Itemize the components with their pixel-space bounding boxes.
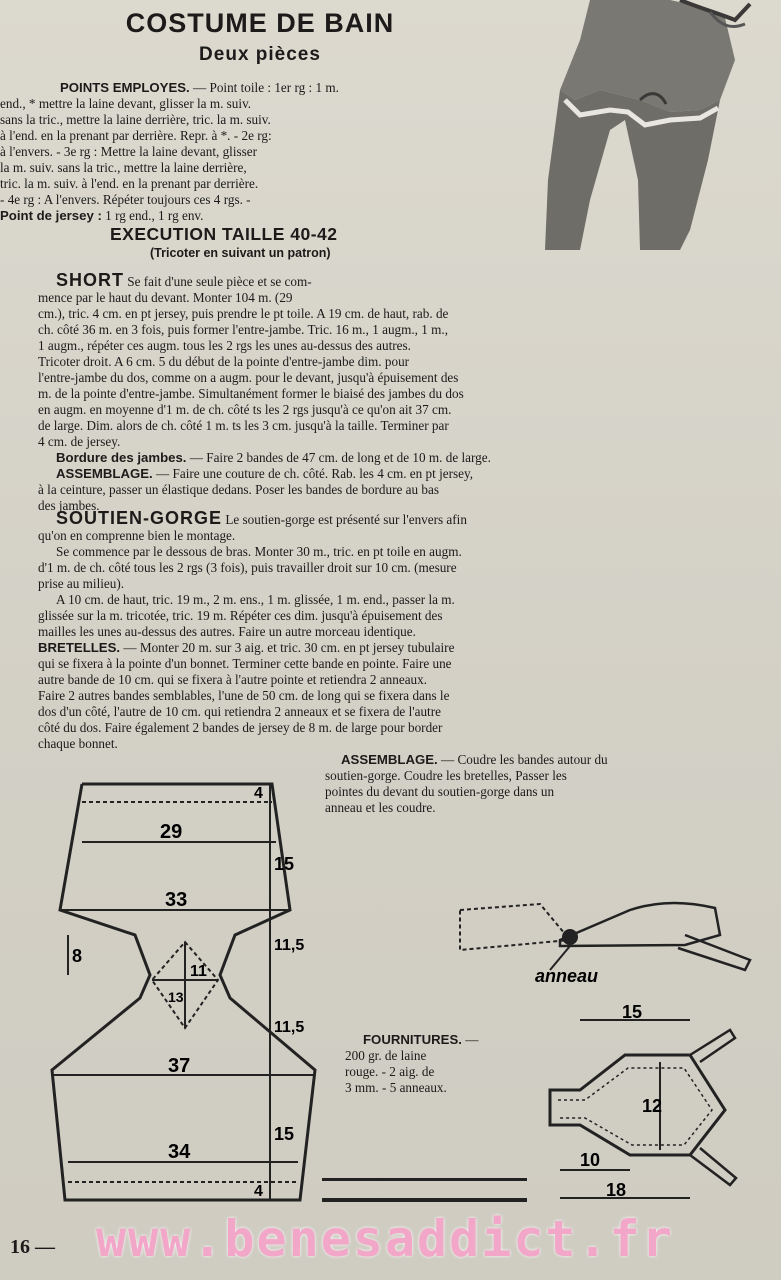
- fournitures-section: [345, 1032, 530, 1096]
- short-height-upper: 15: [274, 854, 295, 874]
- bordure-text: — Faire 2 bandes de 47 cm. de long et de 10 m. de large.: [189, 450, 491, 465]
- points-section: [0, 80, 520, 224]
- soutien-assemblage-line: anneau et les coudre.: [325, 800, 436, 815]
- short-line: de large. Dim. alors de ch. côté 1 m. ts les 3 cm. jusqu'à la taille. Terminer par: [38, 418, 449, 433]
- short-line: Tricoter droit. A 6 cm. 5 du début de la pointe d'entre-jambe dim. pour: [38, 354, 410, 369]
- points-line: à l'envers. - 3e rg : Mettre la laine devant, glisser: [0, 144, 258, 159]
- fournitures-line: rouge. - 2 aig. de: [345, 1064, 435, 1079]
- short-height-mid2: 11,5: [274, 1019, 305, 1036]
- fournitures-label: FOURNITURES.: [363, 1032, 462, 1047]
- watermark: www.benesaddict.fr: [96, 1210, 674, 1268]
- bretelles-line: côté du dos. Faire également 2 bandes de jersey de 8 m. de large pour border: [38, 720, 443, 735]
- ring-icon: [562, 929, 578, 945]
- short-line: 4 cm. de jersey.: [38, 434, 121, 449]
- soutien-line: prise au milieu).: [38, 576, 125, 591]
- short-line: cm.), tric. 4 cm. en pt jersey, puis prendre le pt toile. A 19 cm. de haut, rab. de: [38, 306, 449, 321]
- soutien-line: glissée sur la m. tricotée, tric. 19 m. Répéter ces dim. jusqu'à épuisement des: [38, 608, 443, 623]
- short-assemblage-line: des jambes.: [38, 498, 100, 513]
- ring-label: anneau: [535, 966, 599, 986]
- short-section: [38, 272, 734, 514]
- divider: [322, 1198, 527, 1202]
- points-line: la m. suiv. sans la tric., mettre la laine derrière,: [0, 160, 247, 175]
- soutien-assemblage-label: ASSEMBLAGE.: [341, 752, 438, 767]
- bretelles-line: autre bande de 10 cm. qui se fixera à l'autre pointe et retiendra 2 anneaux.: [38, 672, 428, 687]
- points-label: POINTS EMPLOYES.: [60, 80, 190, 95]
- soutien-heading: SOUTIEN-GORGE: [56, 508, 223, 528]
- short-first-line: Se fait d'une seule pièce et se com-: [127, 274, 312, 289]
- short-line: ch. côté 36 m. en 3 fois, puis former l'entre-jambe. Tric. 16 m., 1 augm., 1 m.,: [38, 322, 449, 337]
- diamond-width: 11: [190, 963, 207, 980]
- diamond-height: 13: [168, 989, 184, 1005]
- soutien-line: mailles les unes au-dessus des autres. Faire un autre morceau identique.: [38, 624, 416, 639]
- bra-top-dim: 15: [622, 1002, 643, 1022]
- soutien-line: d'1 m. de ch. côté tous les 2 rgs (3 fois), puis travailler droit sur 10 cm. (mesure: [38, 560, 457, 575]
- fournitures-line: —: [465, 1032, 479, 1047]
- points-line: tric. la m. suiv. à l'end. en la prenant par derrière.: [0, 176, 259, 191]
- points-line: — Point toile : 1er rg : 1 m.: [193, 80, 339, 95]
- jersey-text: 1 rg end., 1 rg env.: [105, 208, 204, 223]
- points-line: end., * mettre la laine devant, glisser la m. suiv.: [0, 96, 252, 111]
- bordure-label: Bordure des jambes.: [56, 450, 187, 465]
- short-width-low: 37: [168, 1055, 191, 1077]
- bretelles-line: — Monter 20 m. sur 3 aig. et tric. 30 cm. en pt jersey tubulaire: [123, 640, 455, 655]
- short-height-top: 4: [254, 785, 263, 802]
- short-line: mence par le haut du devant. Monter 104 m. (29: [38, 290, 293, 305]
- ring-diagram: [430, 890, 760, 1000]
- bretelles-line: dos d'un côté, l'autre de 10 cm. qui retiendra 2 anneaux et se fixera de l'autre: [38, 704, 441, 719]
- points-line: sans la tric., mettre la laine derrière, tric. la m. suiv.: [0, 112, 271, 127]
- short-pattern-diagram: [40, 770, 340, 1210]
- page-subtitle: Deux pièces: [199, 44, 321, 65]
- soutien-first-line: Le soutien-gorge est présenté sur l'envers afin: [225, 512, 467, 527]
- short-line: m. de la pointe d'entre-jambe. Simultanément former le biaisé des jambes du dos: [38, 386, 464, 401]
- soutien-assemblage-line: soutien-gorge. Coudre les bretelles, Passer les: [325, 768, 567, 783]
- short-assemblage-line: — Faire une couture de ch. côté. Rab. les 4 cm. en pt jersey,: [156, 466, 474, 481]
- short-line: l'entre-jambe du dos, comme on a augm. pour le devant, jusqu'à épuisement des: [38, 370, 459, 385]
- page-title: COSTUME DE BAIN: [125, 8, 395, 38]
- soutien-section: [38, 510, 738, 752]
- crotch-height: 8: [72, 946, 83, 966]
- fournitures-line: 200 gr. de laine: [345, 1048, 427, 1063]
- points-line: - 4e rg : A l'envers. Répéter toujours ces 4 rgs. -: [0, 192, 251, 207]
- soutien-line: qu'on en comprenne bien le montage.: [38, 528, 236, 543]
- short-width-top: 29: [160, 821, 183, 843]
- jersey-label: Point de jersey :: [0, 208, 102, 223]
- short-width-bottom: 34: [168, 1141, 191, 1163]
- execution-title: EXECUTION TAILLE 40-42: [110, 224, 338, 244]
- bra-pattern-diagram: [540, 1000, 760, 1210]
- soutien-assemblage-line: — Coudre les bandes autour du: [441, 752, 608, 767]
- bra-height-dim: 12: [642, 1096, 663, 1116]
- short-height-bottom: 4: [254, 1183, 263, 1200]
- model-illustration: [520, 0, 781, 260]
- short-line: en augm. en moyenne d'1 m. de ch. côté ts les 2 rgs jusqu'à ce qu'on ait 37 cm.: [38, 402, 452, 417]
- divider: [322, 1178, 527, 1181]
- soutien-line: Se commence par le dessous de bras. Monter 30 m., tric. en pt toile en augm.: [56, 544, 462, 559]
- short-height-lower: 15: [274, 1124, 295, 1144]
- short-line: 1 augm., répéter ces augm. tous les 2 rgs les unes au-dessus des autres.: [38, 338, 411, 353]
- short-heading: SHORT: [56, 270, 124, 290]
- bretelles-line: chaque bonnet.: [38, 736, 118, 751]
- short-assemblage-label: ASSEMBLAGE.: [56, 466, 153, 481]
- bretelles-line: qui se fixera à la pointe d'un bonnet. Terminer cette bande en pointe. Faire une: [38, 656, 452, 671]
- bra-bottom-dim: 18: [606, 1180, 627, 1200]
- soutien-assemblage: [325, 752, 740, 816]
- short-height-mid1: 11,5: [274, 937, 305, 954]
- short-width-mid: 33: [165, 889, 188, 911]
- page-number: 16 —: [10, 1236, 55, 1258]
- short-assemblage-line: à la ceinture, passer un élastique dedans. Poser les bandes de bordure au bas: [38, 482, 439, 497]
- fournitures-line: 3 mm. - 5 anneaux.: [345, 1080, 447, 1095]
- soutien-line: A 10 cm. de haut, tric. 19 m., 2 m. ens., 1 m. glissée, 1 m. end., passer la m.: [56, 592, 455, 607]
- execution-subtitle: (Tricoter en suivant un patron): [150, 246, 331, 260]
- bretelles-label: BRETELLES.: [38, 640, 121, 655]
- bra-inner-dim: 10: [580, 1150, 601, 1170]
- points-line: à l'end. en la prenant par derrière. Repr. à *. - 2e rg:: [0, 128, 272, 143]
- soutien-assemblage-line: pointes du devant du soutien-gorge dans un: [325, 784, 555, 799]
- bretelles-line: Faire 2 autres bandes semblables, l'une de 50 cm. de long qui se fixera dans le: [38, 688, 450, 703]
